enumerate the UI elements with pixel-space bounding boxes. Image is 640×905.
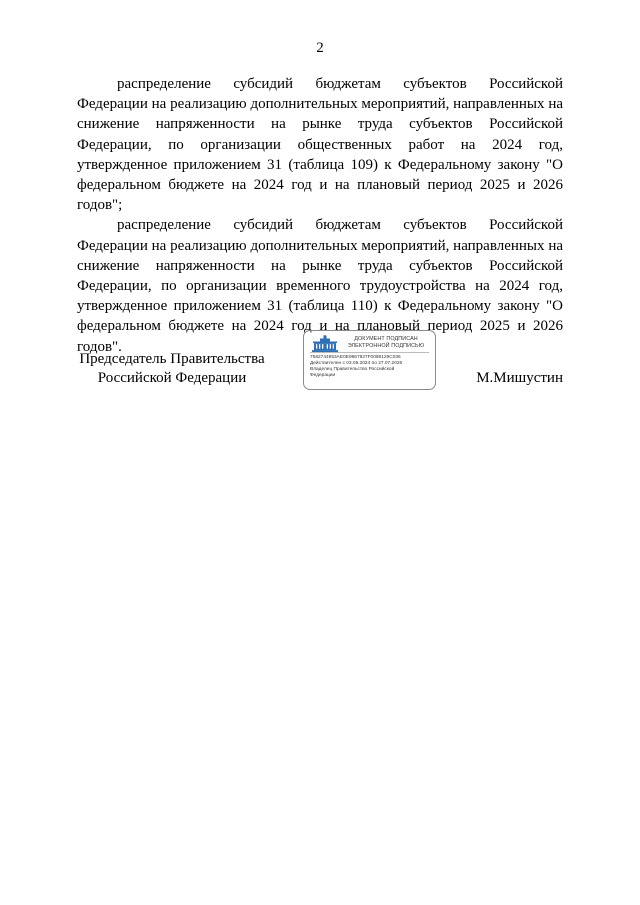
stamp-header-line: ЭЛЕКТРОННОЙ ПОДПИСЬЮ <box>347 342 425 349</box>
signer-title-line: Председатель Правительства <box>79 351 265 367</box>
stamp-divider <box>310 352 429 353</box>
paragraph: распределение субсидий бюджетам субъектов Российской Федерации на реализацию дополнительных мероприятий, направленных на снижение напряженности на рынке труда субъектов Российской Федерации, по организации общественных работ на 2024 год, утвержденное приложением 31 (таблица 109) к Федеральному закону "О федеральном бюджете на 2024 год и на плановый период 2025 и 2026 годов"; <box>77 76 563 214</box>
stamp-details <box>310 355 432 379</box>
signer-title <box>77 350 267 388</box>
page-number: 2 <box>316 40 324 56</box>
government-building-icon <box>311 335 339 353</box>
signer-title-line: Российской Федерации <box>97 370 247 386</box>
stamp-validity: Действителен с 03.05.2024 по 27.07.2025 <box>310 361 403 366</box>
stamp-owner: Федерации <box>310 373 336 378</box>
document-body <box>77 74 563 357</box>
paragraph: распределение субсидий бюджетам субъектов Российской Федерации на реализацию дополнительных мероприятий, направленных на снижение напряженности на рынке труда субъектов Российской Федерации, по организации временного трудоустройства на 2024 год, утвержденное приложением 31 (таблица 110) к Федеральному закону "О федеральном бюджете на 2024 год и на плановый период 2025 и 2026 годов". <box>77 217 563 355</box>
signer-name: М.Мишустин <box>476 370 563 386</box>
stamp-header-line: ДОКУМЕНТ ПОДПИСАН <box>354 336 418 342</box>
stamp-owner: Владелец Правительство Российской <box>310 367 395 372</box>
stamp-certificate: 7582744953AE0E9967837F0088129C036 <box>310 355 401 360</box>
stamp-header <box>340 336 432 349</box>
electronic-signature-stamp <box>303 330 436 390</box>
